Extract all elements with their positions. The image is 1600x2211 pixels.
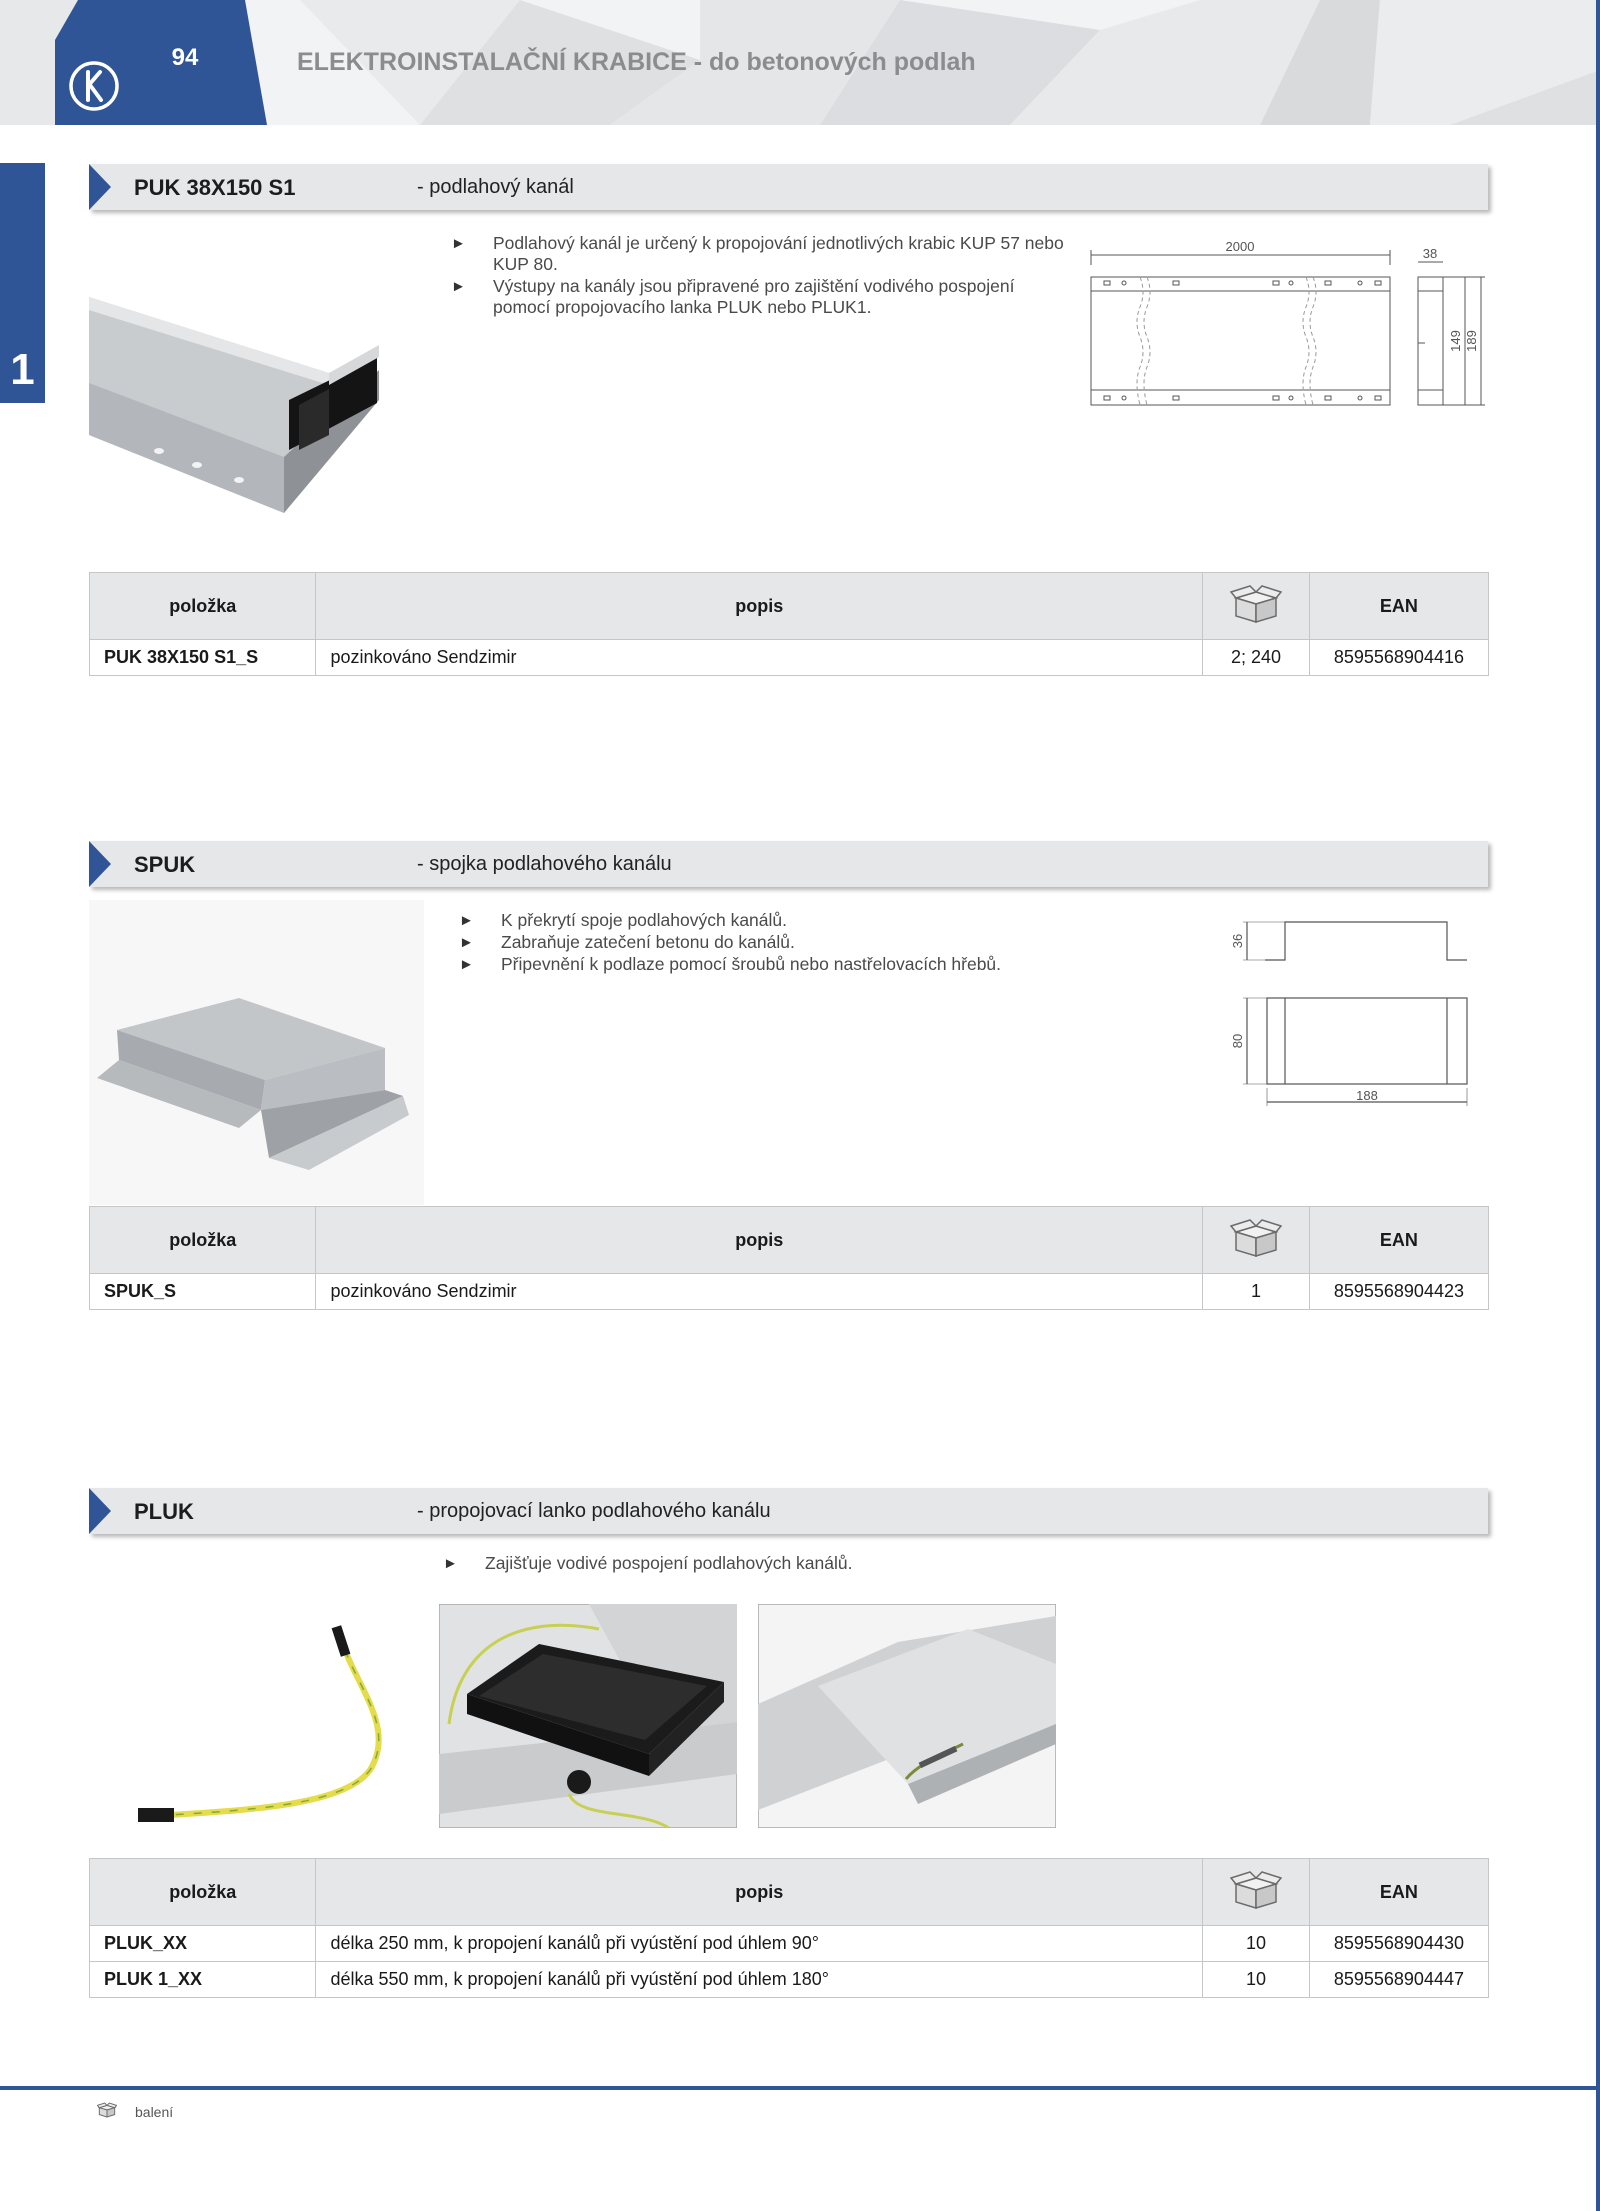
triangle-bullet-icon: ► xyxy=(459,934,474,951)
bullet-item: ► Zajišťuje vodivé pospojení podlahových kanálů. xyxy=(443,1553,853,1573)
dimension-width: 80 xyxy=(1230,1033,1245,1049)
column-header-description: popis xyxy=(316,1859,1203,1926)
column-header-item: položka xyxy=(90,1859,316,1926)
column-header-item: položka xyxy=(90,573,316,640)
installation-photo-joint xyxy=(758,1604,1056,1828)
channel-connector-photo xyxy=(89,900,424,1205)
table-header-row xyxy=(90,1859,1489,1926)
page-title: ELEKTROINSTALAČNÍ KRABICE - do betonových podlah xyxy=(297,48,976,76)
product-code: PUK 38X150 S1 xyxy=(134,175,296,200)
column-header-ean: EAN xyxy=(1309,1207,1488,1274)
table-header-row xyxy=(90,1207,1489,1274)
cell-ean: 8595568904430 xyxy=(1309,1926,1488,1962)
column-header-description: popis xyxy=(316,573,1203,640)
box-icon xyxy=(1230,1870,1282,1910)
cell-ean: 8595568904447 xyxy=(1309,1962,1488,1998)
box-icon xyxy=(97,2102,117,2118)
footer-rule xyxy=(0,2086,1600,2090)
k-logo-icon xyxy=(66,58,122,114)
bonding-cable-photo xyxy=(130,1620,400,1830)
triangle-bullet-icon: ► xyxy=(459,956,474,973)
triangle-bullet-icon: ► xyxy=(459,912,474,929)
bullet-list xyxy=(451,233,1071,319)
triangle-marker-icon xyxy=(89,1488,111,1534)
triangle-bullet-icon: ► xyxy=(451,278,466,295)
section-bar-pluk xyxy=(89,1488,1488,1534)
cell-description: délka 250 mm, k propojení kanálů při vyústění pod úhlem 90° xyxy=(316,1926,1203,1962)
bullet-item: ► K překrytí spoje podlahových kanálů. xyxy=(459,910,787,930)
bullet-item: ► Podlahový kanál je určený k propojování jednotlivých krabic KUP 57 nebo KUP 80. xyxy=(451,233,1064,274)
column-header-ean: EAN xyxy=(1309,573,1488,640)
bullet-item: ► Připevnění k podlaze pomocí šroubů nebo nastřelovacích hřebů. xyxy=(459,954,1002,974)
product-table-pluk xyxy=(89,1858,1489,1998)
cell-item: PLUK 1_XX xyxy=(90,1962,316,1998)
dimension-length: 188 xyxy=(1356,1088,1378,1103)
cell-description: pozinkováno Sendzimir xyxy=(316,640,1203,676)
footer-legend: balení xyxy=(135,2104,174,2120)
column-header-packaging xyxy=(1203,1207,1310,1274)
triangle-bullet-icon: ► xyxy=(443,1555,458,1572)
cell-description: délka 550 mm, k propojení kanálů při vyústění pod úhlem 180° xyxy=(316,1962,1203,1998)
cell-packaging: 1 xyxy=(1203,1274,1310,1310)
cell-item: PUK 38X150 S1_S xyxy=(90,640,316,676)
table-row xyxy=(90,1274,1489,1310)
table-header-row xyxy=(90,573,1489,640)
cell-packaging: 2; 240 xyxy=(1203,640,1310,676)
installation-photo-box xyxy=(439,1604,737,1828)
section-bar-spuk xyxy=(89,841,1488,887)
bullet-list xyxy=(443,1553,1063,1575)
column-header-packaging xyxy=(1203,1859,1310,1926)
right-edge-rule xyxy=(1596,0,1600,2211)
cell-description: pozinkováno Sendzimir xyxy=(316,1274,1203,1310)
chapter-number: 1 xyxy=(10,345,35,394)
cell-packaging: 10 xyxy=(1203,1926,1310,1962)
box-icon xyxy=(1230,1218,1282,1258)
cell-item: SPUK_S xyxy=(90,1274,316,1310)
bullet-list xyxy=(459,910,1079,976)
dimension-inner-width: 149 xyxy=(1448,330,1463,352)
bullet-item: ► Zabraňuje zatečení betonu do kanálů. xyxy=(459,932,795,952)
technical-drawing-channel xyxy=(1085,240,1495,415)
technical-drawing-connector xyxy=(1225,910,1475,1110)
triangle-marker-icon xyxy=(89,164,111,210)
table-row xyxy=(90,640,1489,676)
product-subtitle: - podlahový kanál xyxy=(417,176,574,198)
column-header-description: popis xyxy=(316,1207,1203,1274)
floor-channel-photo xyxy=(89,285,389,520)
product-code: SPUK xyxy=(134,852,196,877)
table-row xyxy=(90,1926,1489,1962)
cell-item: PLUK_XX xyxy=(90,1926,316,1962)
section-bar-puk xyxy=(89,164,1488,210)
cell-packaging: 10 xyxy=(1203,1962,1310,1998)
dimension-length: 2000 xyxy=(1225,240,1255,254)
product-subtitle: - spojka podlahového kanálu xyxy=(417,853,672,875)
product-code: PLUK xyxy=(134,1499,194,1524)
product-subtitle: - propojovací lanko podlahového kanálu xyxy=(417,1500,771,1522)
table-row xyxy=(90,1962,1489,1998)
dimension-outer-width: 189 xyxy=(1464,330,1479,352)
product-table-spuk xyxy=(89,1206,1489,1310)
dimension-depth: 38 xyxy=(1422,246,1438,261)
dimension-height: 36 xyxy=(1230,933,1245,949)
bullet-item: ► Výstupy na kanály jsou připravené pro zajištění vodivého pospojení pomocí propojovacího lanka PLUK nebo PLUK1. xyxy=(451,276,1015,317)
cell-ean: 8595568904416 xyxy=(1309,640,1488,676)
column-header-item: položka xyxy=(90,1207,316,1274)
triangle-marker-icon xyxy=(89,841,111,887)
column-header-packaging xyxy=(1203,573,1310,640)
page-number: 94 xyxy=(171,44,199,71)
triangle-bullet-icon: ► xyxy=(451,235,466,252)
column-header-ean: EAN xyxy=(1309,1859,1488,1926)
cell-ean: 8595568904423 xyxy=(1309,1274,1488,1310)
box-icon xyxy=(1230,584,1282,624)
product-table-puk xyxy=(89,572,1489,676)
